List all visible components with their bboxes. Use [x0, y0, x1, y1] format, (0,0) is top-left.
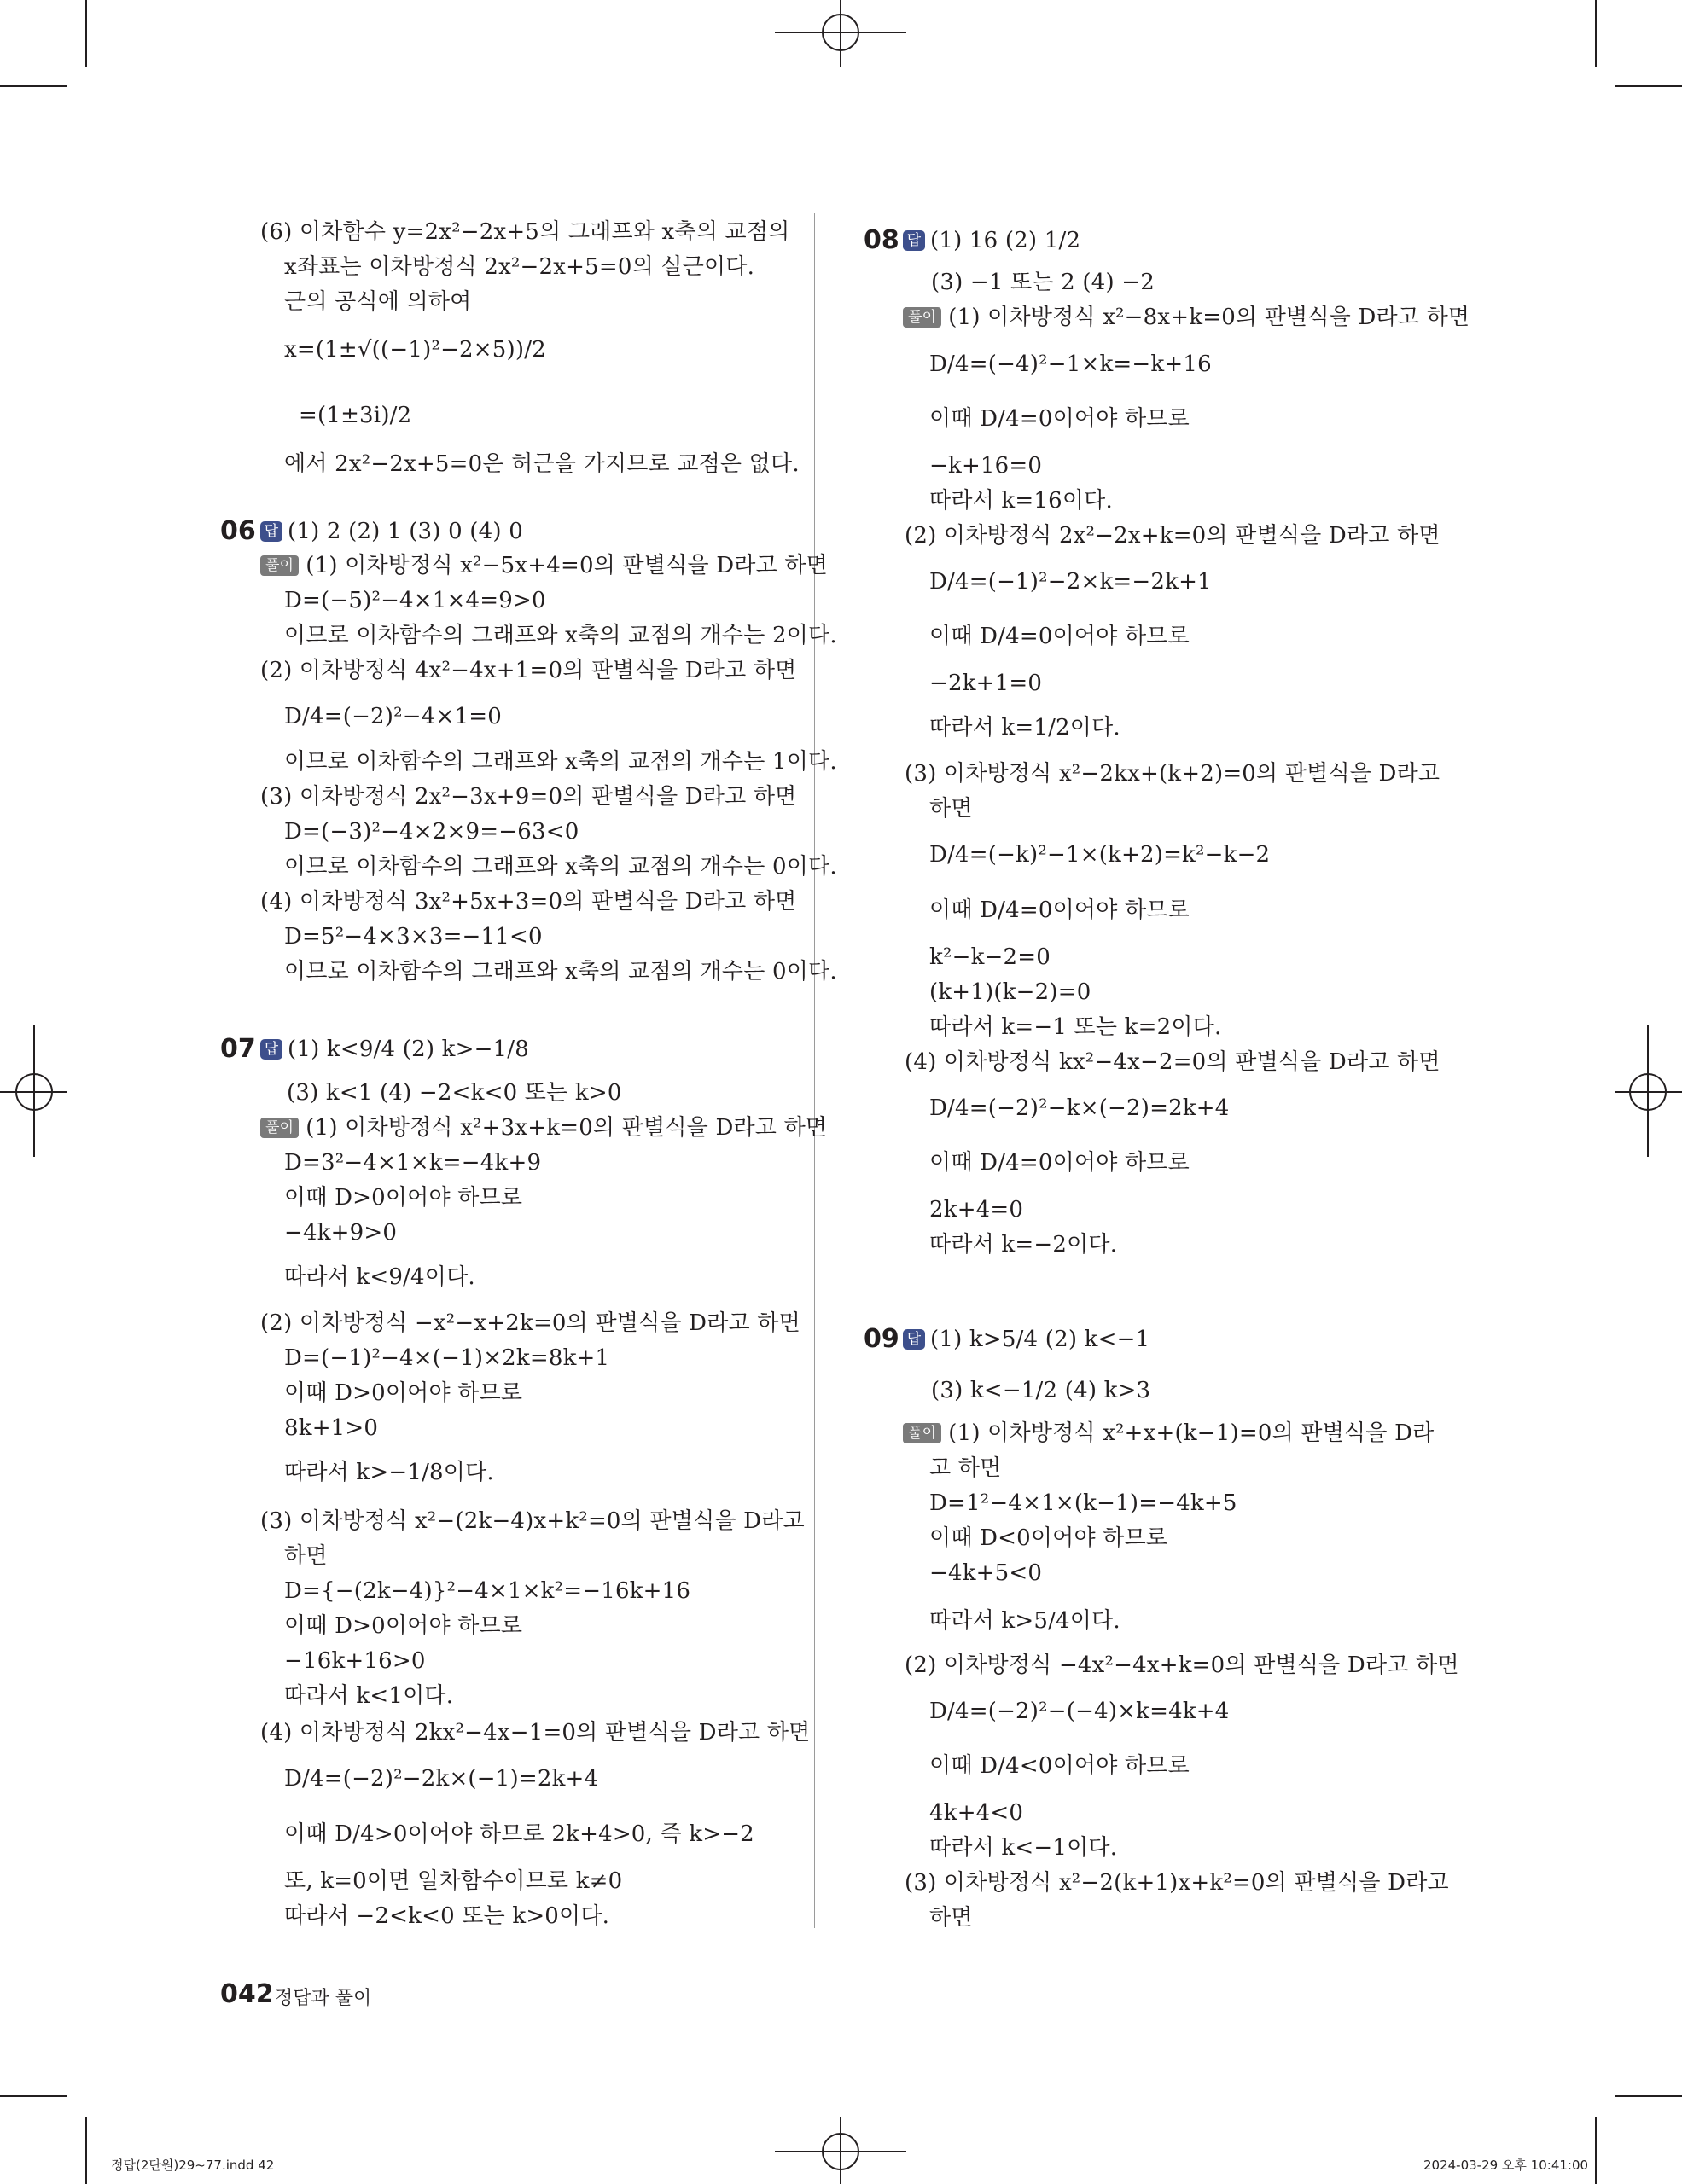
answer-text: (1) 16 (2) 1/2	[930, 228, 1081, 253]
text-line: x=(1±√((−1)²−2×5))/2	[284, 337, 546, 363]
answer-text: (1) 2 (2) 1 (3) 0 (4) 0	[288, 519, 523, 544]
text-line: D=(−5)²−4×1×4=9>0	[284, 588, 546, 613]
solution-line	[260, 1113, 827, 1142]
solution-badge: 풀이	[903, 1423, 941, 1443]
text-line: 따라서 k<−1이다.	[929, 1835, 1118, 1861]
file-slug: 정답(2단원)29~77.indd 42	[111, 2158, 275, 2173]
registration-mark	[33, 1025, 35, 1157]
text-line: (3) −1 또는 2 (4) −2	[931, 270, 1155, 295]
page-label: 정답과 풀이	[275, 1988, 372, 2009]
answer-text: (1) k>5/4 (2) k<−1	[930, 1327, 1150, 1352]
timestamp-slug: 2024-03-29 오후 10:41:00	[1423, 2158, 1589, 2173]
text-line: 4k+4<0	[929, 1800, 1024, 1826]
text-line: D/4=(−2)²−k×(−2)=2k+4	[929, 1095, 1230, 1121]
text-line: −k+16=0	[929, 453, 1043, 479]
text-line: 하면	[284, 1543, 328, 1569]
answer-line	[903, 1325, 1149, 1354]
crop-mark	[85, 0, 87, 67]
text-line: (3) k<1 (4) −2<k<0 또는 k>0	[287, 1080, 622, 1106]
problem-number: 07	[220, 1034, 256, 1064]
text-line: D=3²−4×1×k=−4k+9	[284, 1150, 542, 1176]
text-line: 이때 D/4=0이어야 하므로	[929, 897, 1190, 923]
crop-mark	[85, 2117, 87, 2184]
registration-mark	[840, 0, 841, 67]
text-line: −4k+9>0	[284, 1220, 398, 1246]
text-line: (6) 이차함수 y=2x²−2x+5의 그래프와 x축의 교점의	[260, 219, 790, 245]
text-line: (4) 이차방정식 kx²−4x−2=0의 판별식을 D라고 하면	[905, 1049, 1440, 1075]
text-line: 따라서 k=−1 또는 k=2이다.	[929, 1014, 1222, 1040]
crop-mark	[0, 85, 67, 87]
text-line: 이므로 이차함수의 그래프와 x축의 교점의 개수는 0이다.	[284, 959, 837, 985]
text-line: 또, k=0이면 일차함수이므로 k≠0	[284, 1868, 623, 1894]
text-line: 에서 2x²−2x+5=0은 허근을 가지므로 교점은 없다.	[284, 451, 800, 477]
text-line: 이때 D/4=0이어야 하므로	[929, 624, 1190, 649]
text-line: −4k+5<0	[929, 1560, 1043, 1586]
text-line: 이때 D/4=0이어야 하므로	[929, 406, 1190, 432]
solution-line	[903, 1419, 1434, 1448]
text-line: D/4=(−1)²−2×k=−2k+1	[929, 569, 1212, 595]
text-line: 따라서 k=1/2이다.	[929, 715, 1120, 741]
text-line: (4) 이차방정식 2kx²−4x−1=0의 판별식을 D라고 하면	[260, 1720, 811, 1745]
solution-text: (1) 이차방정식 x²+x+(k−1)=0의 판별식을 D라	[948, 1420, 1435, 1446]
text-line: 하면	[929, 796, 973, 822]
solution-line	[903, 303, 1470, 332]
text-line: 이므로 이차함수의 그래프와 x축의 교점의 개수는 1이다.	[284, 749, 837, 775]
crop-mark	[1615, 2095, 1682, 2097]
text-line: 이때 D/4<0이어야 하므로	[929, 1753, 1190, 1779]
answer-badge: 답	[260, 1039, 282, 1060]
text-line: −16k+16>0	[284, 1648, 426, 1674]
answer-line	[260, 1035, 529, 1064]
text-line: D=5²−4×3×3=−11<0	[284, 924, 543, 950]
text-line: D=1²−4×1×(k−1)=−4k+5	[929, 1490, 1237, 1516]
text-line: (4) 이차방정식 3x²+5x+3=0의 판별식을 D라고 하면	[260, 889, 797, 915]
text-line: 따라서 k>5/4이다.	[929, 1608, 1120, 1634]
answer-text: (1) k<9/4 (2) k>−1/8	[288, 1037, 530, 1062]
answer-badge: 답	[903, 230, 925, 251]
registration-mark	[1647, 1025, 1649, 1157]
text-line: D/4=(−2)²−(−4)×k=4k+4	[929, 1699, 1230, 1724]
answer-badge: 답	[903, 1329, 925, 1350]
text-line: k²−k−2=0	[929, 944, 1051, 970]
text-line: 이때 D/4=0이어야 하므로	[929, 1150, 1190, 1176]
text-line: (2) 이차방정식 2x²−2x+k=0의 판별식을 D라고 하면	[905, 523, 1440, 549]
crop-mark	[1615, 85, 1682, 87]
text-line: 따라서 k=−2이다.	[929, 1232, 1118, 1258]
text-line: (3) 이차방정식 x²−(2k−4)x+k²=0의 판별식을 D라고	[260, 1508, 805, 1534]
text-line: −2k+1=0	[929, 671, 1043, 696]
problem-number: 09	[864, 1324, 899, 1354]
solution-badge: 풀이	[903, 307, 941, 328]
text-line: 고 하면	[929, 1455, 1002, 1481]
solution-badge: 풀이	[260, 555, 299, 576]
text-line: 따라서 k<9/4이다.	[284, 1264, 475, 1290]
text-line: 이때 D>0이어야 하므로	[284, 1380, 523, 1406]
text-line: 8k+1>0	[284, 1415, 379, 1441]
text-line: D/4=(−k)²−1×(k+2)=k²−k−2	[929, 842, 1271, 868]
text-line: 근의 공식에 의하여	[284, 289, 472, 315]
text-line: (3) 이차방정식 2x²−3x+9=0의 판별식을 D라고 하면	[260, 784, 797, 810]
problem-number: 08	[864, 225, 899, 255]
text-line: D/4=(−2)²−4×1=0	[284, 704, 502, 729]
text-line: 이때 D<0이어야 하므로	[929, 1525, 1168, 1551]
text-line: 이때 D/4>0이어야 하므로 2k+4>0, 즉 k>−2	[284, 1821, 754, 1847]
registration-mark	[1615, 1091, 1682, 1093]
page-number: 042	[220, 1979, 274, 2009]
text-line: 이때 D>0이어야 하므로	[284, 1185, 523, 1211]
text-line: (3) 이차방정식 x²−2kx+(k+2)=0의 판별식을 D라고	[905, 761, 1440, 787]
solution-text: (1) 이차방정식 x²+3x+k=0의 판별식을 D라고 하면	[306, 1115, 828, 1141]
answer-line	[260, 517, 523, 546]
text-line: D=(−1)²−4×(−1)×2k=8k+1	[284, 1345, 610, 1371]
text-line: (3) 이차방정식 x²−2(k+1)x+k²=0의 판별식을 D라고	[905, 1870, 1449, 1896]
text-line: D/4=(−4)²−1×k=−k+16	[929, 351, 1212, 377]
text-line: 이므로 이차함수의 그래프와 x축의 교점의 개수는 0이다.	[284, 854, 837, 880]
text-line: =(1±3i)/2	[299, 403, 412, 428]
text-line: 따라서 k<1이다.	[284, 1683, 454, 1709]
column-divider	[814, 213, 815, 1928]
text-line: 따라서 −2<k<0 또는 k>0이다.	[284, 1903, 610, 1929]
text-line: D/4=(−2)²−2k×(−1)=2k+4	[284, 1766, 599, 1792]
crop-mark	[0, 2095, 67, 2097]
text-line: 이므로 이차함수의 그래프와 x축의 교점의 개수는 2이다.	[284, 623, 837, 648]
solution-text: (1) 이차방정식 x²−5x+4=0의 판별식을 D라고 하면	[306, 553, 829, 578]
solution-badge: 풀이	[260, 1118, 299, 1138]
crop-mark	[1595, 0, 1597, 67]
text-line: (k+1)(k−2)=0	[929, 979, 1091, 1005]
solution-text: (1) 이차방정식 x²−8x+k=0의 판별식을 D라고 하면	[948, 305, 1470, 330]
registration-mark	[840, 2117, 841, 2184]
problem-number: 06	[220, 516, 256, 546]
text-line: D={−(2k−4)}²−4×1×k²=−16k+16	[284, 1578, 691, 1604]
crop-mark	[1595, 2117, 1597, 2184]
text-line: D=(−3)²−4×2×9=−63<0	[284, 819, 579, 845]
text-line: 따라서 k>−1/8이다.	[284, 1460, 494, 1485]
text-line: (2) 이차방정식 4x²−4x+1=0의 판별식을 D라고 하면	[260, 658, 797, 683]
text-line: (2) 이차방정식 −x²−x+2k=0의 판별식을 D라고 하면	[260, 1310, 800, 1336]
text-line: x좌표는 이차방정식 2x²−2x+5=0의 실근이다.	[284, 254, 755, 280]
solution-line	[260, 551, 828, 580]
text-line: 이때 D>0이어야 하므로	[284, 1613, 523, 1639]
answer-badge: 답	[260, 521, 282, 542]
text-line: 따라서 k=16이다.	[929, 488, 1113, 514]
answer-line	[903, 226, 1080, 255]
text-line: (2) 이차방정식 −4x²−4x+k=0의 판별식을 D라고 하면	[905, 1653, 1459, 1678]
text-line: 하면	[929, 1905, 973, 1931]
text-line: 2k+4=0	[929, 1197, 1024, 1223]
text-line: (3) k<−1/2 (4) k>3	[931, 1378, 1151, 1403]
